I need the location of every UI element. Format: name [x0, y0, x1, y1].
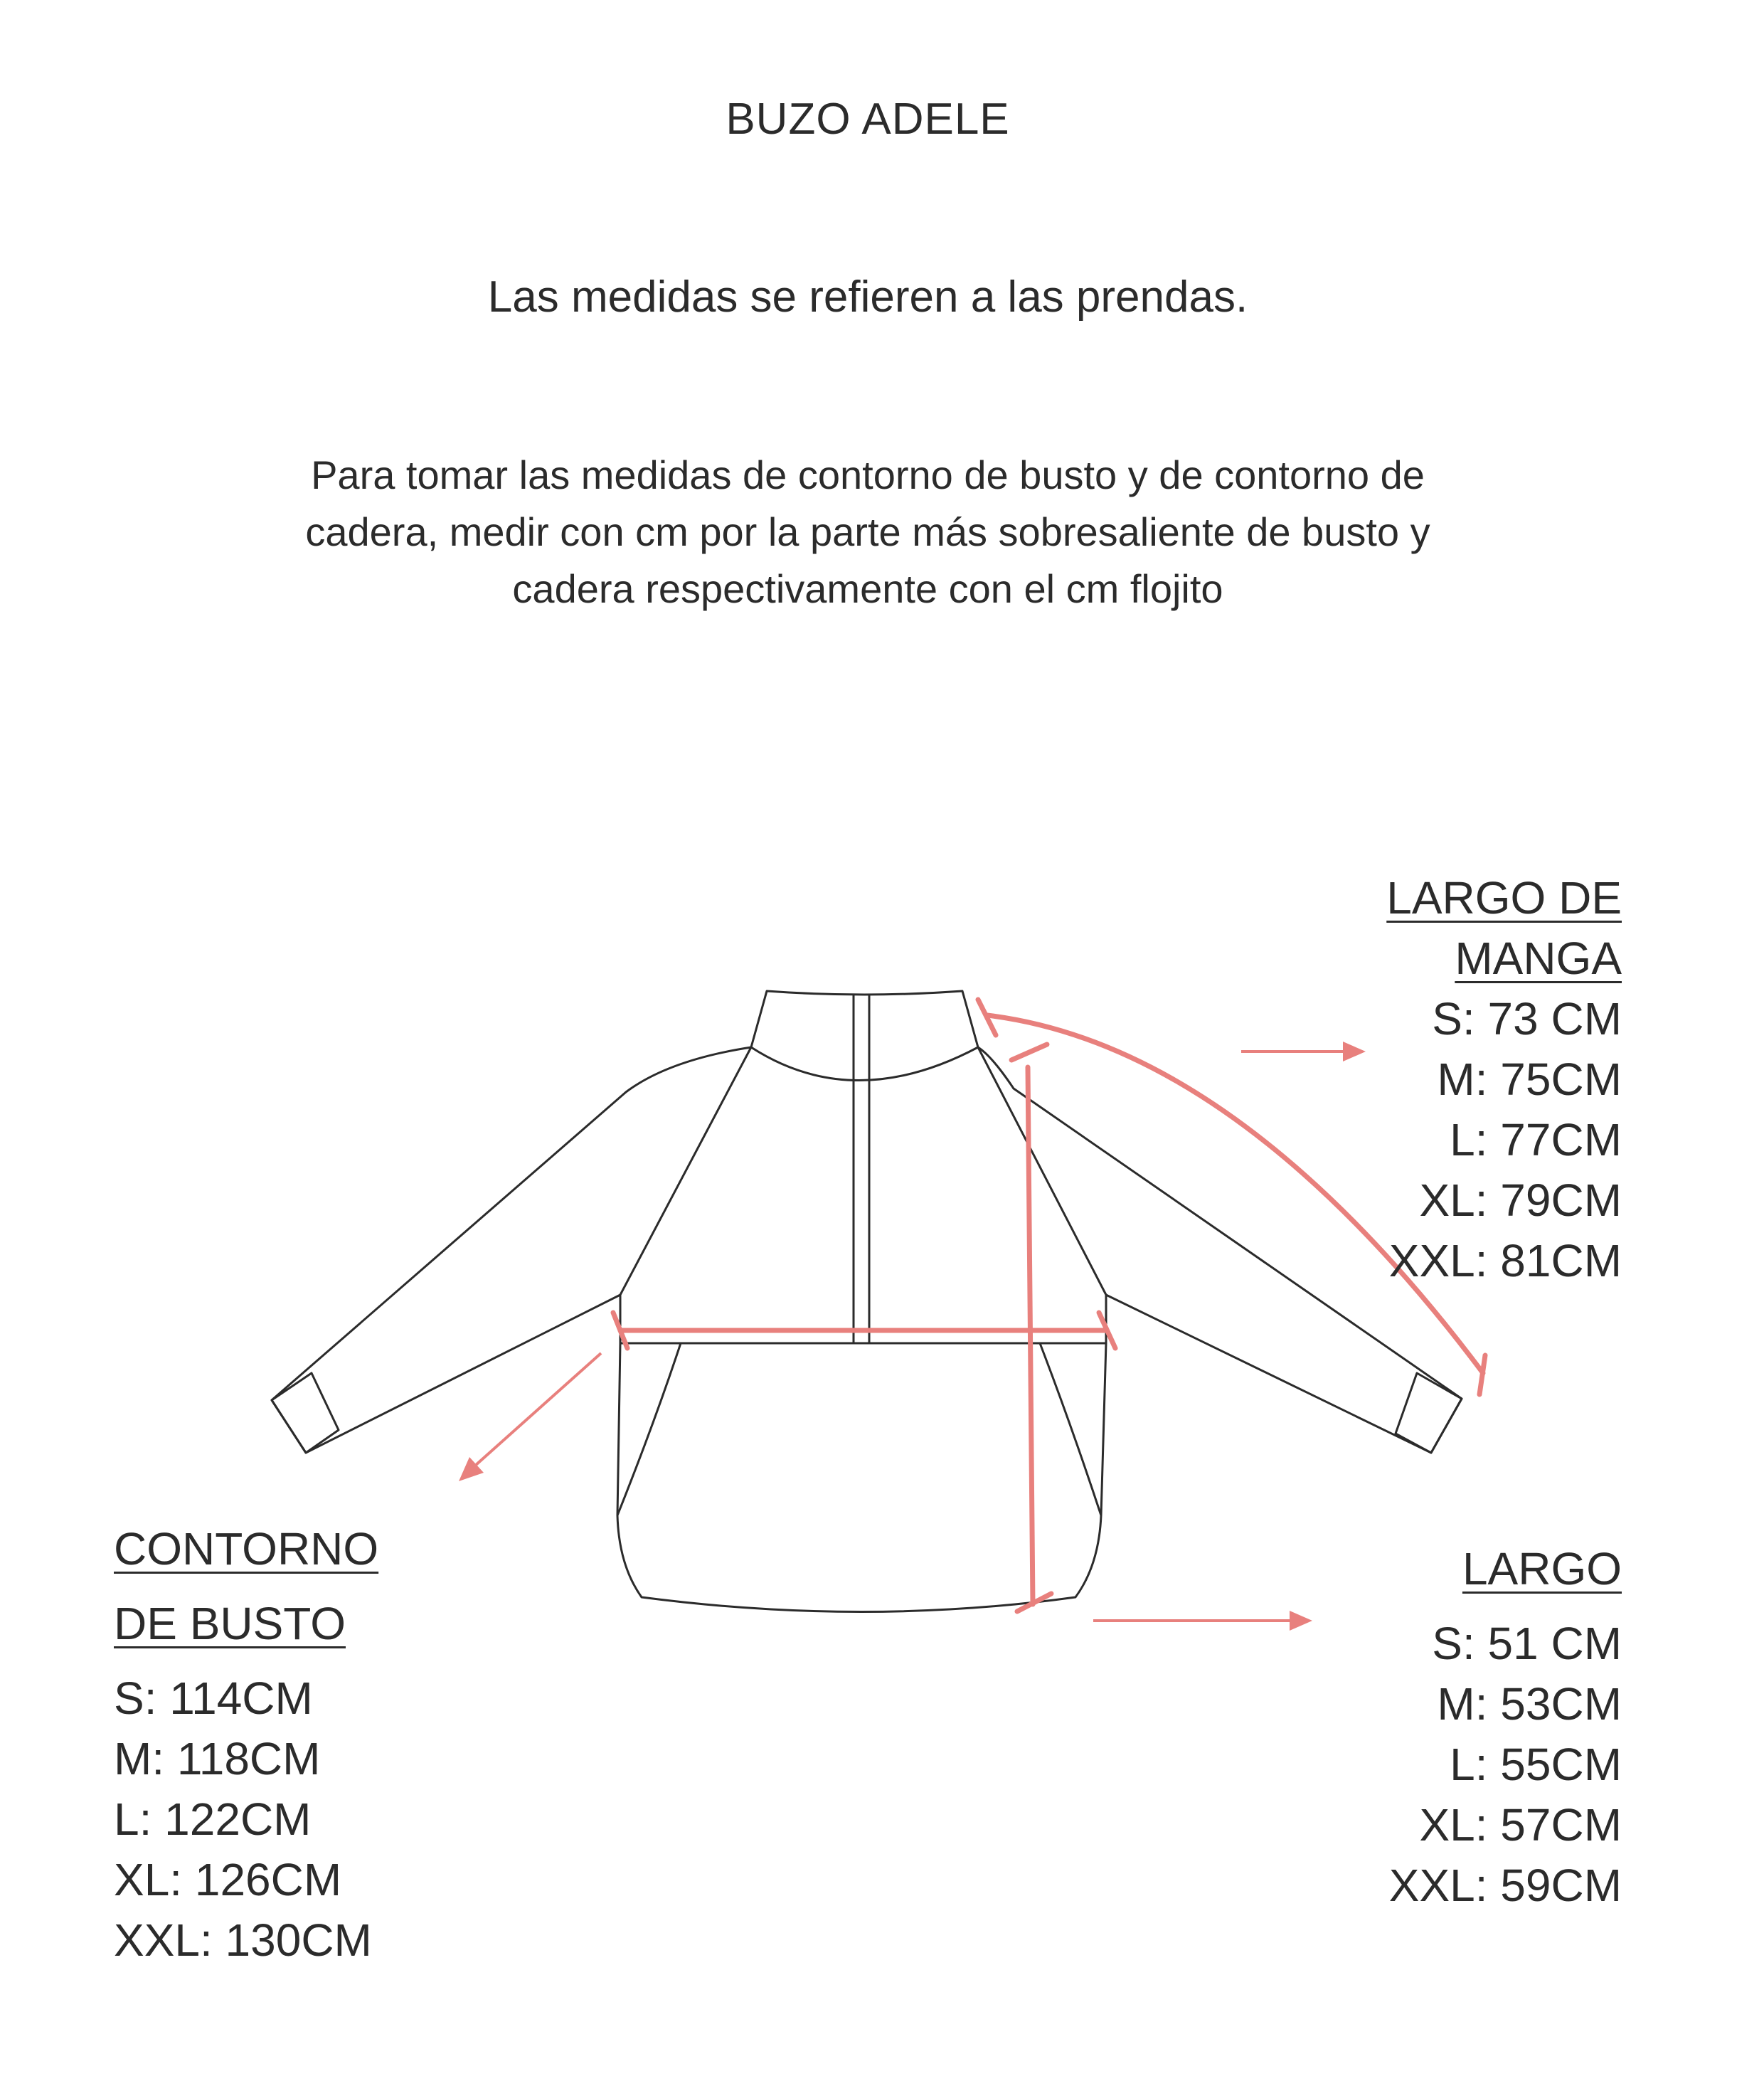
bust-sizes: [114, 1519, 378, 1971]
length-arrowhead: [1290, 1611, 1312, 1631]
bust-heading: CONTORNO: [114, 1523, 379, 1574]
bust-arrow: [475, 1353, 601, 1466]
hem-outline: [617, 1343, 1106, 1612]
size-value: M: 118CM: [114, 1733, 321, 1784]
left-cuff-outline: [272, 1373, 339, 1453]
size-value: S: 73 CM: [1432, 993, 1622, 1044]
measurement-lines: [613, 1000, 1485, 1611]
size-value: XL: 126CM: [114, 1854, 342, 1905]
body-length-line: [1028, 1067, 1033, 1604]
sleeve-length-heading: MANGA: [1455, 933, 1622, 984]
size-value: L: 55CM: [1450, 1739, 1622, 1790]
sleeve-length-tick: [1479, 1355, 1485, 1394]
collar-outline: [751, 991, 978, 1081]
page-title: BUZO ADELE: [726, 95, 1010, 144]
sleeve-arrowhead: [1343, 1042, 1366, 1061]
size-value: L: 77CM: [1450, 1114, 1622, 1165]
sleeve-length-heading: LARGO DE: [1386, 872, 1622, 923]
body-outline: [620, 1047, 1106, 1343]
bust-tick: [1099, 1313, 1115, 1348]
size-value: XXL: 81CM: [1388, 1235, 1622, 1286]
size-value: XXL: 130CM: [114, 1915, 372, 1966]
left-sleeve-outline: [272, 1047, 751, 1453]
size-value: M: 75CM: [1437, 1054, 1622, 1105]
size-value: L: 122CM: [114, 1794, 312, 1845]
right-pocket-outline: [1040, 1343, 1101, 1515]
left-pocket-outline: [617, 1343, 681, 1515]
body-length-sizes: [1389, 1539, 1622, 1916]
body-length-heading: LARGO: [1462, 1543, 1622, 1594]
body-length-tick: [1017, 1594, 1051, 1611]
sweater-outline: [272, 991, 1462, 1612]
bust-heading: DE BUSTO: [114, 1598, 346, 1649]
instructions-line: cadera, medir con cm por la parte más sobresaliente de busto y: [305, 509, 1430, 554]
instructions-line: cadera respectivamente con el cm flojito: [512, 566, 1223, 611]
sleeve-length-sizes: [1386, 868, 1622, 1291]
measuring-instructions: [0, 447, 1736, 618]
size-value: S: 114CM: [114, 1673, 313, 1724]
pointer-arrows: [459, 1042, 1366, 1631]
size-value: XL: 79CM: [1419, 1175, 1622, 1226]
size-value: S: 51 CM: [1432, 1618, 1622, 1669]
zipper-outline: [854, 995, 869, 1343]
size-value: XL: 57CM: [1419, 1799, 1622, 1850]
sleeve-length-tick: [978, 1000, 996, 1035]
right-cuff-outline: [1396, 1373, 1462, 1453]
size-value: M: 53CM: [1437, 1678, 1622, 1730]
bust-tick: [613, 1313, 627, 1348]
bust-arrowhead: [459, 1457, 484, 1481]
instructions-line: Para tomar las medidas de contorno de busto y de contorno de: [311, 452, 1425, 497]
body-length-tick: [1011, 1044, 1047, 1060]
size-value: XXL: 59CM: [1388, 1860, 1622, 1911]
page-subtitle: Las medidas se refieren a las prendas.: [487, 272, 1248, 322]
